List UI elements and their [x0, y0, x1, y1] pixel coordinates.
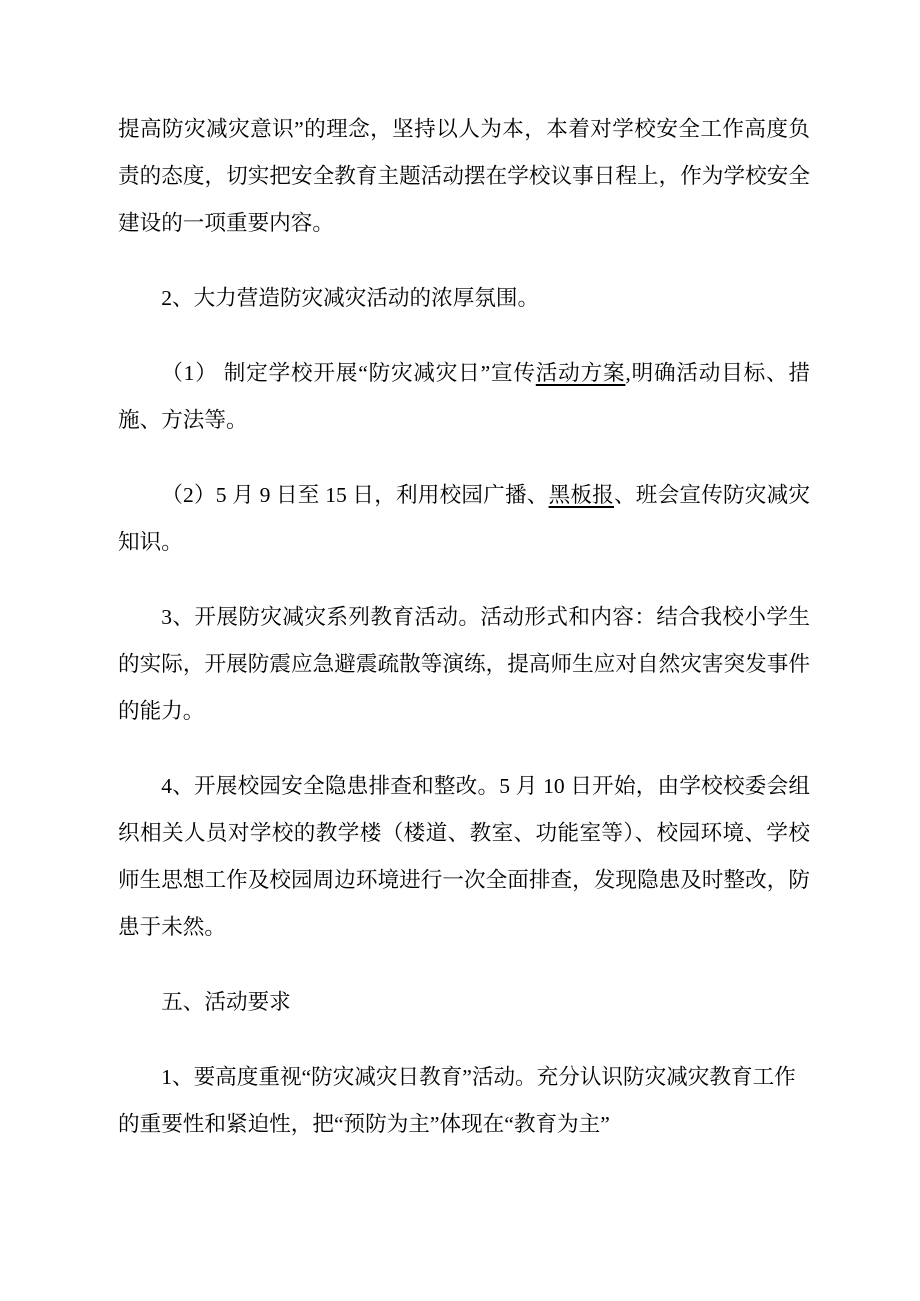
- text-segment: 提高防灾减灾意识”的理念，坚持以人为本，本着对学校安全工作高度负责的态度，切实把安全教育主题活动摆在学校议事日程上，作为学校安全建设的一项重要内容。: [118, 117, 810, 235]
- paragraph: [118, 594, 810, 735]
- text-segment: ,明确活动目标、措施、方法等。: [118, 361, 810, 432]
- text-segment: 、班会宣传防灾减灾知识。: [118, 483, 810, 554]
- text-segment: 1、要高度重视“防灾减灾日教育”活动。充分认识防灾减灾教育工作的重要性和紧迫性，把“预防为主”体现在“教育为主”: [118, 1065, 796, 1136]
- text-segment: 五、活动要求: [161, 990, 291, 1014]
- paragraph: [118, 106, 810, 247]
- underlined-text: 黑板报: [548, 483, 614, 507]
- text-segment: 3、开展防灾减灾系列教育活动。活动形式和内容：结合我校小学生的实际，开展防震应急避震疏散等演练，提高师生应对自然灾害突发事件的能力。: [118, 605, 810, 723]
- text-segment: （1） 制定学校开展“防灾减灾日”宣传: [161, 361, 536, 385]
- paragraph: [118, 275, 810, 322]
- text-segment: 2、大力营造防灾减灾活动的浓厚氛围。: [161, 286, 540, 310]
- document-body: [118, 106, 810, 1148]
- paragraph: [118, 1054, 810, 1148]
- section-heading: [118, 979, 810, 1026]
- paragraph: [118, 472, 810, 566]
- text-segment: （2）5 月 9 日至 15 日，利用校园广播、: [161, 483, 549, 507]
- paragraph: [118, 350, 810, 444]
- underlined-text: 活动方案: [535, 361, 626, 385]
- text-segment: 4、开展校园安全隐患排查和整改。5 月 10 日开始，由学校校委会组织相关人员对学校的教学楼（楼道、教室、功能室等）、校园环境、学校师生思想工作及校园周边环境进行一次全面排查，发现隐患及时整改，防患于未然。: [118, 774, 810, 939]
- paragraph: [118, 763, 810, 951]
